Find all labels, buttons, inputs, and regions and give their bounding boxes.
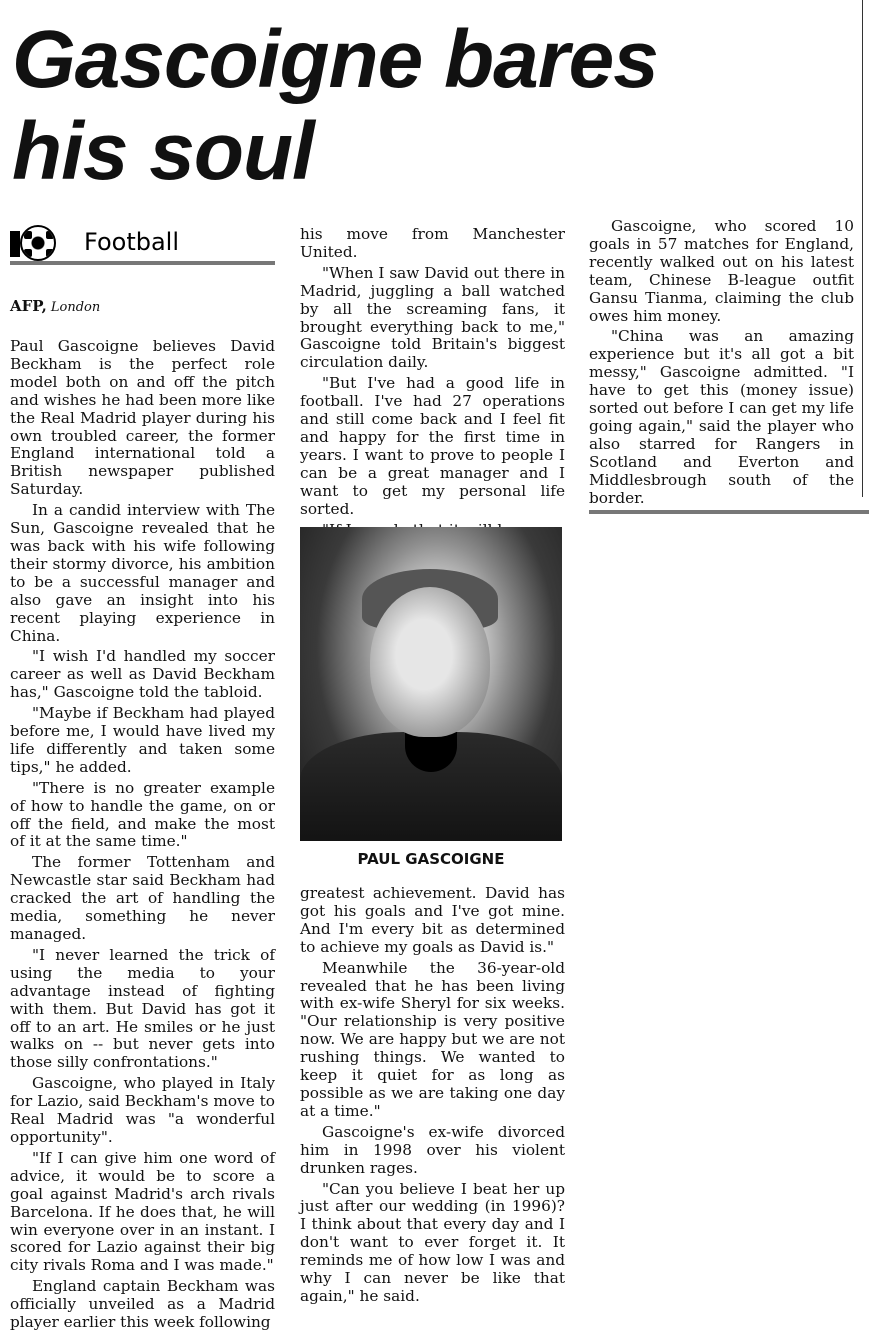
- paragraph: "When I saw David out there in Madrid, juggling a ball watched by all the screaming fans, it brought everything back to me," Gascoigne told Britain's biggest circulation daily.: [300, 263, 565, 372]
- article-column-2-bottom: [300, 885, 565, 1309]
- paragraph: Gascoigne, who scored 10 goals in 57 matches for England, recently walked out on his latest team, Chinese B-league outfit Gansu Tianma, claiming the club owes him money.: [589, 217, 854, 325]
- photo-head: [370, 587, 490, 737]
- dateline: [10, 297, 100, 315]
- dateline-place: London: [50, 300, 101, 315]
- paragraph: "If I can give him one word of advice, it would be to score a goal against Madrid's arch rivals Barcelona. If he does that, he will win everyone over in an instant. I scored for Lazio against their big city rivals Roma and I was made.": [10, 1148, 275, 1275]
- paragraph: Paul Gascoigne believes David Beckham is the perfect role model both on and off the pitch and wishes he had been more like the Real Madrid player during his own troubled career, the former England international told a British newspaper published Saturday.: [10, 337, 275, 499]
- headline-line-2: his soul: [12, 106, 314, 197]
- paragraph: "There is no greater example of how to handle the game, on or off the field, and make the most of it at the same time.": [10, 778, 275, 851]
- column-divider: [862, 0, 863, 497]
- paragraph: In a candid interview with The Sun, Gascoigne revealed that he was back with his wife following their stormy divorce, his ambition to be a successful manager and also gave an insight into his recent playing experience in China.: [10, 501, 275, 645]
- photo-caption: PAUL GASCOIGNE: [357, 850, 505, 868]
- paragraph: Gascoigne's ex-wife divorced him in 1998 over his violent drunken rages.: [300, 1122, 565, 1177]
- soccer-ball-icon: [20, 225, 56, 261]
- article-column-3: [589, 218, 854, 511]
- paragraph: "Can you believe I beat her up just after our wedding (in 1996)? I think about that every day and I don't want to ever forget it. It reminds me of how low I was and why I can never be like that again," he said.: [300, 1179, 565, 1305]
- paragraph: "China was an amazing experience but it's all got a bit messy," Gascoigne admitted. "I have to get this (money issue) sorted out before I can get my life going again," said the player who also starred for Rangers in Scotland and Everton and Middlesbrough south of the border.: [589, 327, 854, 507]
- paragraph: Gascoigne, who played in Italy for Lazio, said Beckham's move to Real Madrid was "a wonderful opportunity".: [10, 1074, 275, 1146]
- player-photo: [300, 527, 562, 841]
- article-column-2-top: [300, 226, 565, 542]
- paragraph: greatest achievement. David has got his goals and I've got mine. And I'm every bit as determined to achieve my goals as David is.": [300, 884, 565, 956]
- paragraph: England captain Beckham was officially unveiled as a Madrid player earlier this week following: [10, 1277, 275, 1332]
- paragraph: "Maybe if Beckham had played before me, I would have lived my life differently and taken some tips," he added.: [10, 704, 275, 776]
- paragraph: Meanwhile the 36-year-old revealed that he has been living with ex-wife Sheryl for six weeks. "Our relationship is very positive now. We are happy but we are not rushing things. We wanted to keep it quiet for as long as possible as we are taking one day at a time.": [300, 958, 565, 1120]
- section-tag-bar: [10, 231, 20, 257]
- section-label: Football: [84, 228, 180, 256]
- paragraph: The former Tottenham and Newcastle star said Beckham had cracked the art of handling the media, something he never managed.: [10, 853, 275, 943]
- paragraph: "I never learned the trick of using the media to your advantage instead of fighting with them. But David has got it off to an art. He smiles or he just walks on -- but never gets into those silly confrontations.": [10, 945, 275, 1072]
- dateline-agency: AFP,: [10, 297, 47, 315]
- paragraph: "I wish I'd handled my soccer career as well as David Beckham has," Gascoigne told the tabloid.: [10, 647, 275, 702]
- section-tag: [10, 225, 275, 267]
- section-rule: [10, 261, 275, 265]
- article-column-1: [10, 338, 275, 1335]
- headline: [12, 14, 832, 198]
- column-end-rule: [589, 510, 869, 514]
- headline-line-1: Gascoigne bares: [12, 14, 658, 105]
- paragraph: his move from Manchester United.: [300, 225, 565, 261]
- paragraph: "But I've had a good life in football. I've had 27 operations and still come back and I feel fit and happy for the first time in years. I want to prove to people I can be a great manager and I want to get my personal life sorted.: [300, 374, 565, 518]
